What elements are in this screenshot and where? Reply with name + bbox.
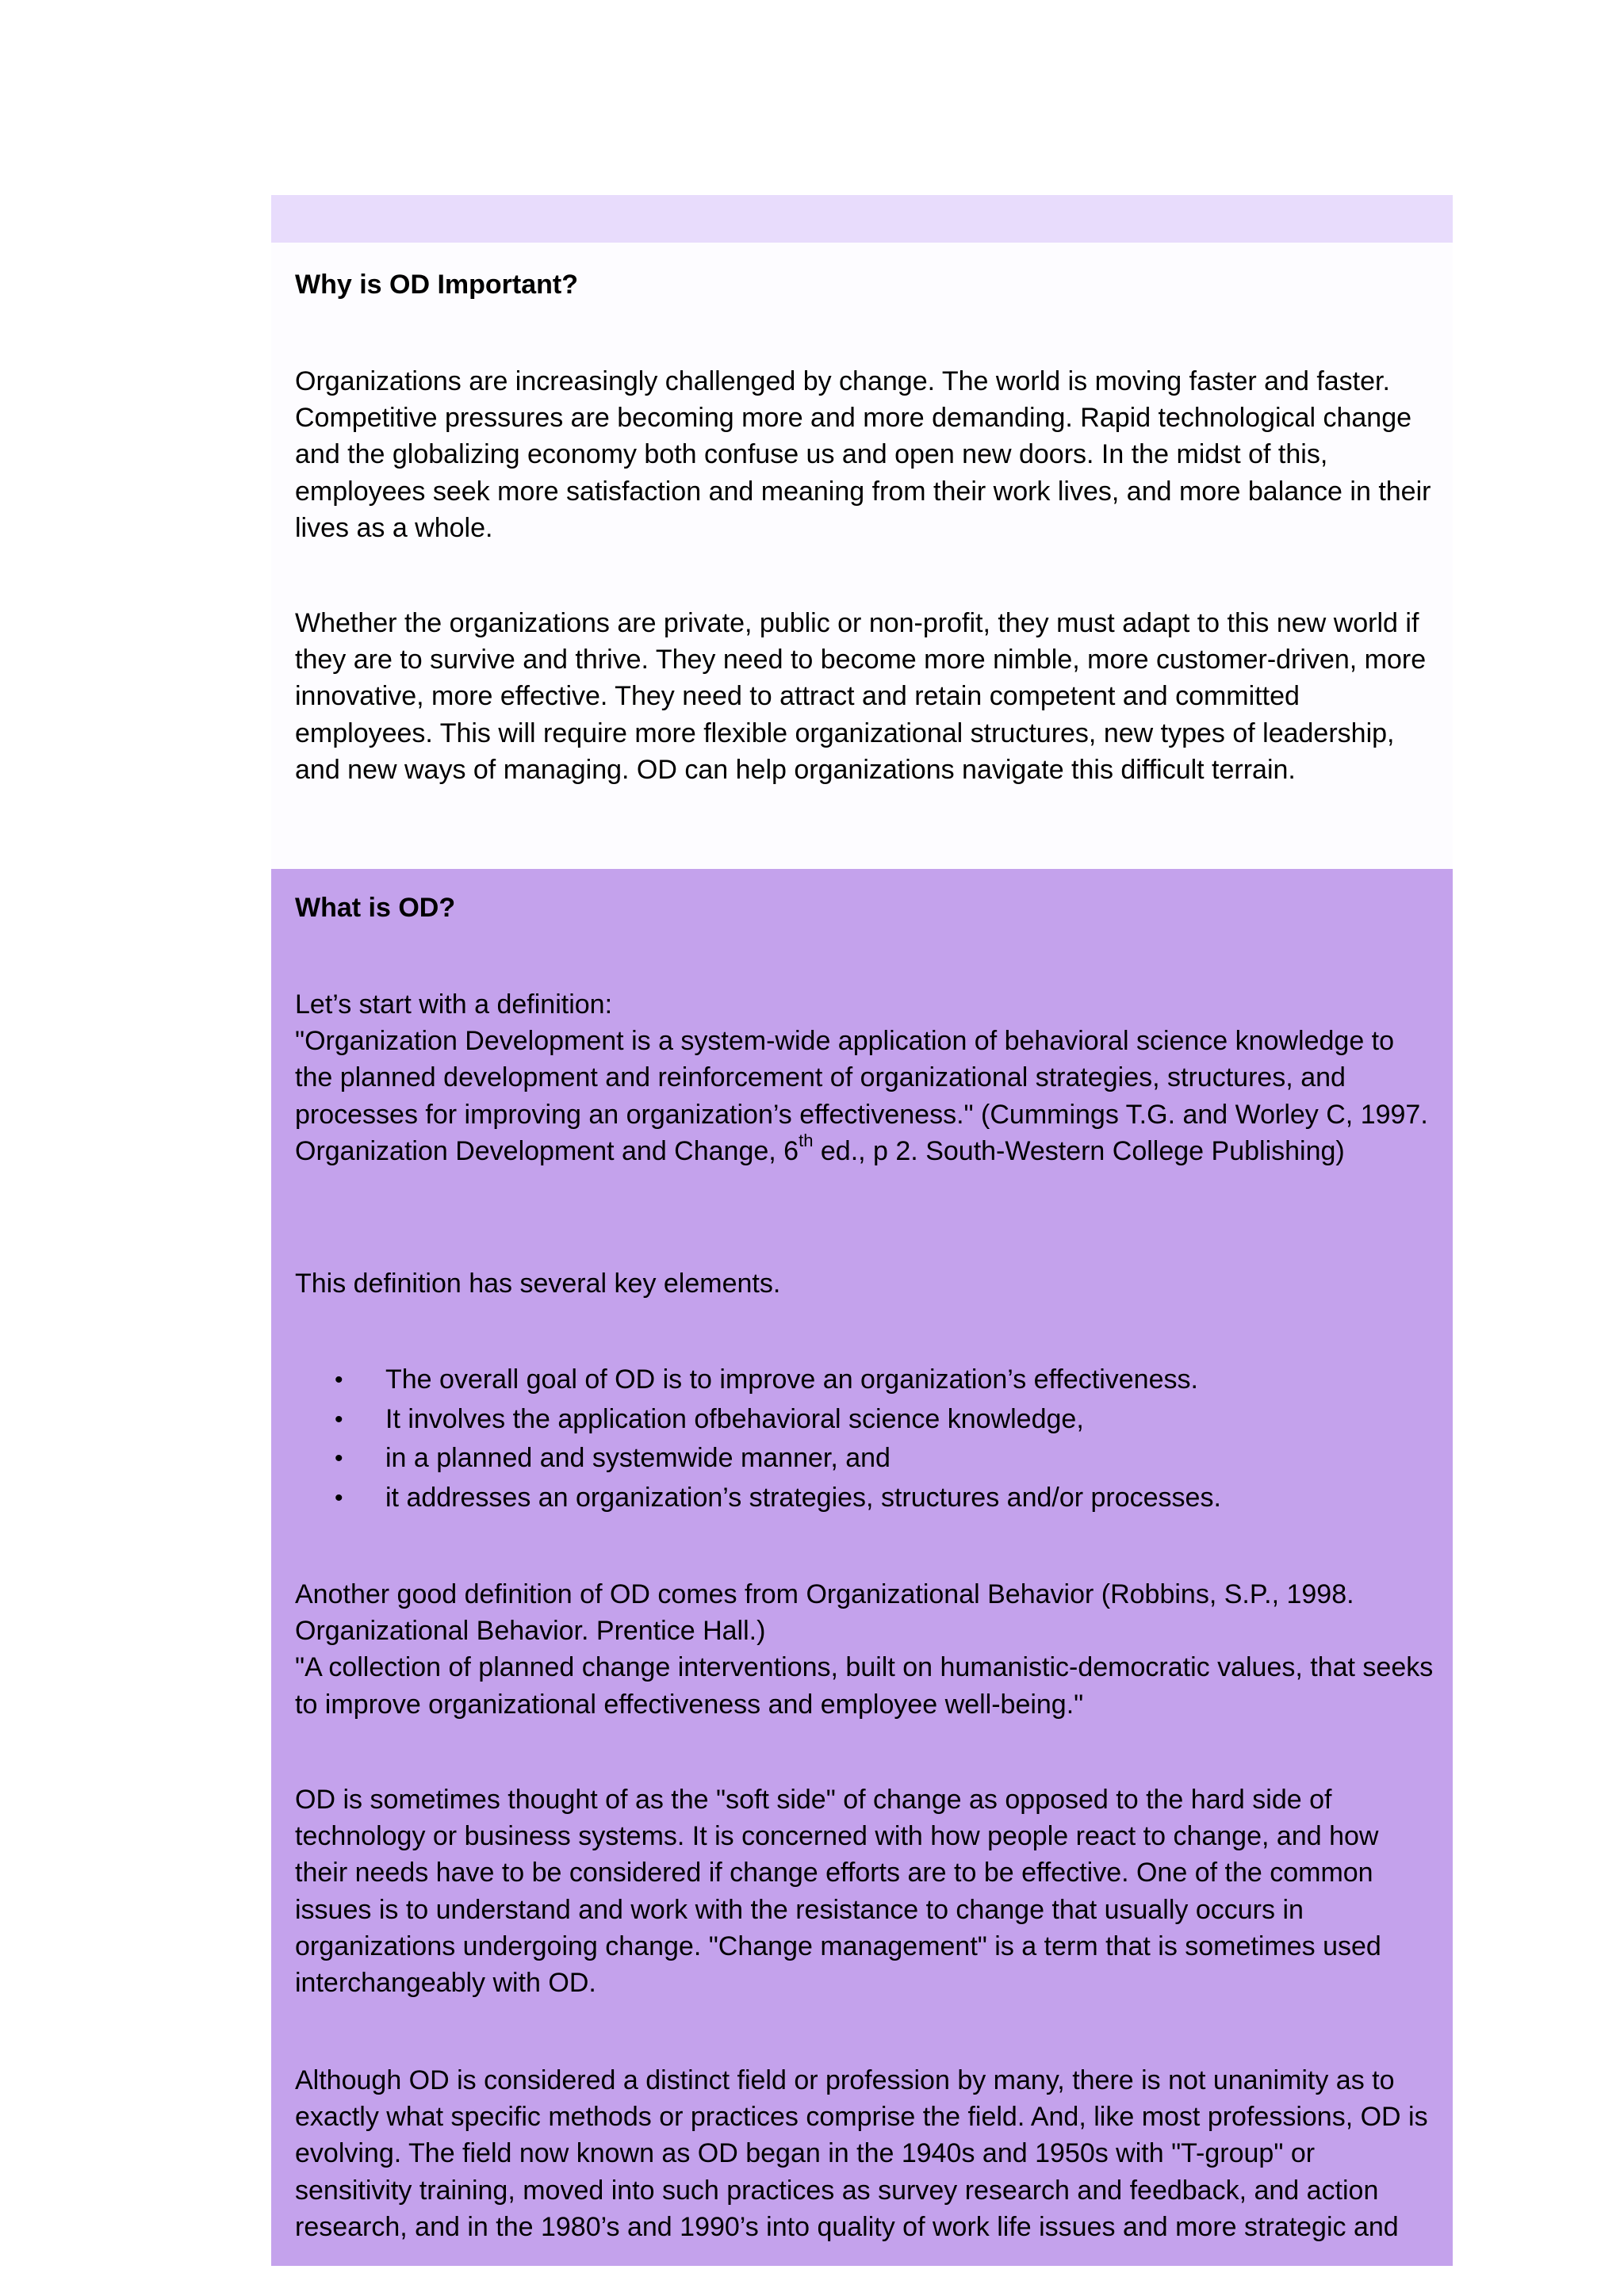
why-od-paragraph-1: Organizations are increasingly challenged by change. The world is moving faster and faster. Competitive pressures are becoming more and more demanding. Rapid technological change and the globalizing economy both confuse us and open new doors. In the midst of this, employees seek more satisfaction and meaning from their work lives, and more balance in their lives as a whole. [295,366,1431,543]
bullet-icon: • [335,1484,343,1511]
what-is-od-section [271,869,1453,2266]
history-paragraph: Although OD is considered a distinct field or profession by many, there is not unanimity as to exactly what specific methods or practices comprise the field. And, like most professions, OD is evolving. The field now known as OD began in the 1940s and 1950s with "T-group" or sensitivity training, moved into such practices as survey research and feedback, and action research, and in the 1980’s and 1990’s into quality of work life issues and more strategic and [295,2065,1428,2242]
why-od-paragraph-2: Whether the organizations are private, public or non-profit, they must adapt to this new world if they are to survive and thrive. They need to become more nimble, more customer-driven, more innovative, more effective. They need to attract and retain competent and committed employees. This will require more flexible organizational structures, new types of leadership, and new ways of managing. OD can help organizations navigate this difficult terrain. [295,608,1427,785]
why-od-heading: Why is OD Important? [295,270,578,300]
why-od-section [271,243,1453,869]
bullet-icon: • [335,1445,343,1471]
list-item: • in a planned and systemwide manner, and [295,1439,1434,1479]
edition-superscript: th [799,1131,814,1151]
definition-intro: Let’s start with a definition: [295,989,613,1020]
robbins-definition: "A collection of planned change interventions, built on humanistic-democratic values, that seeks to improve organizational effectiveness and employee well-being." [295,1652,1434,1720]
bullet-icon: • [335,1367,343,1393]
key-elements-intro: This definition has several key elements. [295,1269,781,1299]
what-is-od-heading: What is OD? [295,893,456,923]
bullet-icon: • [335,1406,343,1433]
cummings-citation-text: ed., p 2. South-Western College Publishing) [813,1135,1345,1166]
key-elements-list [295,1360,1434,1517]
soft-side-paragraph: OD is sometimes thought of as the "soft side" of change as opposed to the hard side of technology or business systems. It is concerned with how people react to change, and how their needs have to be considered if change efforts are to be effective. One of the common issues is to understand and work with the resistance to change that usually occurs in organizations undergoing change. "Change management" is a term that is sometimes used interchangeably with OD. [295,1785,1381,1999]
list-item: • It involves the application ofbehavioral science knowledge, [295,1400,1434,1440]
top-band [271,195,1453,243]
cummings-definition [295,1023,1434,1169]
list-item: • it addresses an organization’s strategies, structures and/or processes. [295,1479,1434,1518]
list-item: • The overall goal of OD is to improve an organization’s effectiveness. [295,1360,1434,1400]
cummings-quote-text: "Organization Development is a system-wide application of behavioral science knowledge to the planned development and reinforcement of organizational strategies, structures, and processes for improving an organization’s effectiveness." (Cummings T.G. and Worley C, 1997. Organization Development and Change, 6 [295,1026,1428,1166]
robbins-source: Another good definition of OD comes from Organizational Behavior (Robbins, S.P., 1998. Organizational Behavior. Prentice Hall.) [295,1579,1354,1647]
